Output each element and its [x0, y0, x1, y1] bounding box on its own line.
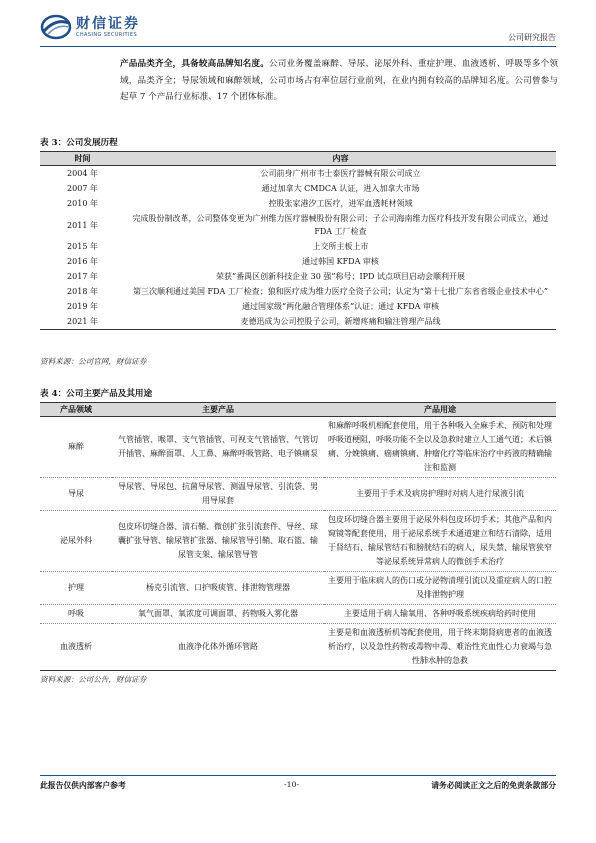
report-type-label: 公司研究报告	[508, 33, 556, 42]
table3-year-cell: 2018 年	[67, 287, 98, 296]
table3-event-cell: 荣获“番禺区创新科技企业 30 强”称号；IPD 试点项目启动会顺利开展	[216, 272, 465, 281]
table3-event-cell: 控股张家港汐工医疗，进军血透耗材领域	[268, 199, 413, 208]
table4-title: 表 4：公司主要产品及其用途	[40, 389, 153, 399]
table3-header-row	[40, 152, 556, 166]
page-number: -10-	[284, 780, 300, 789]
table3-row	[40, 314, 556, 330]
table4-header-use: 产品用途	[324, 403, 556, 417]
table3-year-cell: 2011 年	[67, 220, 98, 230]
footer-disclaimer-right: 请务必阅读正文之后的免责条款部分	[431, 781, 556, 790]
table3-title: 表 3：公司发展历程	[40, 138, 118, 148]
table3-event-cell: 上交所主板上市	[312, 242, 369, 251]
table4-use-cell: 主要是和血液透析机等配套使用，用于终末期肾病患者的血液透析治疗，以及急性药物或毒物中毒、难治性充血性心力衰竭与急性肺水肿的急救	[324, 624, 556, 671]
table3-row	[40, 211, 556, 239]
page-header	[40, 14, 556, 44]
table3-year-cell: 2015 年	[67, 242, 98, 251]
table4-row	[40, 511, 556, 572]
table3-event-cell: 麦德迅成为公司控股子公司，新增疼痛和输注管理产品线	[125, 314, 556, 330]
table4-header-products: 主要产品	[112, 403, 324, 417]
table4-field-cell: 导尿	[40, 478, 112, 511]
table3-event-cell: 完成股份制改革，公司整体变更为广州维力医疗器械股份有限公司；子公司海南维力医疗科技开发有限公司成立，通过 FDA 工厂检查	[132, 214, 549, 236]
table3-year-cell: 2007 年	[67, 184, 98, 193]
footer-divider	[40, 775, 556, 776]
table3-header-year: 时间	[40, 152, 125, 166]
table3-event-cell: 通过韩国 KFDA 审核	[302, 257, 379, 266]
company-logo	[40, 14, 140, 40]
table3-source: 资料来源：公司官网，财信证券	[40, 357, 147, 366]
table4-use-cell: 和麻醉呼吸机相配套使用，用于各种吸入全麻手术、预防和处理呼吸道梗阻，呼吸功能不全以及急救时建立人工通气道；术后镇痛、分娩镇痛、癌痛镇痛、肿瘤化疗等临床治疗中药液的精确输注和监测	[324, 417, 556, 478]
table3-event-cell: 通过国家级“两化融合管理体系”认证；通过 KFDA 审核	[242, 302, 439, 311]
table3-year-cell: 2016 年	[67, 257, 98, 266]
table4-field-cell: 护理	[40, 572, 112, 605]
table3-row	[40, 254, 556, 269]
table4-use-cell: 包皮环切缝合器主要用于泌尿外科包皮环切手术；其他产品和内窥镜等配套使用，用于泌尿系统手术通道建立和结石清除，适用于肾结石、输尿管结石和膀胱结石的病人，尿失禁、输尿管狭窄等泌尿系统异常病人的微创手术治疗	[324, 511, 556, 572]
table4-use-cell: 主要用于临床病人的伤口或分泌物清理引流以及重症病人的口腔及排泄物护理	[324, 572, 556, 605]
logo-en-text: CHASING SECURITIES	[76, 31, 138, 38]
intro-lead: 产品品类齐全，具备较高品牌知名度。	[120, 59, 269, 69]
header-divider	[40, 46, 556, 47]
table4-row	[40, 605, 556, 624]
table3-row	[40, 196, 556, 211]
footer-disclaimer-left: 此报告仅供内部客户参考	[40, 781, 126, 790]
table3-row	[40, 239, 556, 254]
table4-row	[40, 624, 556, 671]
table4-products-cell: 包皮环切缝合器、清石鞘、微创扩张引流套件、导丝、球囊扩张导管、输尿管扩张器、输尿管导引鞘、取石篮、输尿管支架、输尿管导管	[112, 511, 324, 572]
logo-emblem-icon	[40, 14, 72, 40]
table3-event-cell: 第三次顺利通过美国 FDA 工厂检查；狼和医疗成为维力医疗全资子公司；认定为“第十七批广东省省级企业技术中心”	[132, 287, 548, 296]
table4-row	[40, 478, 556, 511]
table4-source: 资料来源：公司公告，财信证券	[40, 675, 147, 684]
development-history-table	[40, 151, 556, 330]
table3-row	[40, 299, 556, 314]
table3-event-cell: 公司前身广州市韦士泰医疗器械有限公司成立	[260, 169, 421, 178]
table4-use-cell: 主要适用于病人输氧用、各种呼吸系统疾病给药时使用	[324, 605, 556, 624]
intro-body: 公司业务覆盖麻醉、导尿、泌尿外科、重症护理、血液透析、呼吸等多个领域，品类齐全；导尿领域和麻醉领域，公司市场占有率位居行业前列，在业内拥有较高的品牌知名度。公司曾参与起草 7 个产品行业标准、17 个团体标准。	[120, 59, 558, 102]
table4-field-cell: 麻醉	[40, 417, 112, 478]
table3-row	[40, 181, 556, 196]
intro-paragraph	[120, 56, 558, 106]
main-products-table	[40, 402, 556, 671]
table3-year-cell: 2019 年	[67, 302, 98, 311]
table3-event-cell: 通过加拿大 CMDCA 认证，进入加拿大市场	[261, 184, 420, 193]
table4-field-cell: 呼吸	[40, 605, 112, 624]
table4-field-cell: 血液透析	[40, 624, 112, 671]
table4-use-cell: 主要用于手术及病房护理时对病人进行尿液引流	[324, 478, 556, 511]
table3-year-cell: 2004 年	[67, 169, 98, 178]
table4-field-cell: 泌尿外科	[40, 511, 112, 572]
table3-row	[40, 166, 556, 182]
table4-products-cell: 氧气面罩、氧浓度可调面罩、药物吸入雾化器	[112, 605, 324, 624]
table4-header-row	[40, 403, 556, 417]
logo-cn-text: 财信证券	[76, 15, 140, 32]
table4-products-cell: 血液净化体外循环管路	[112, 624, 324, 671]
table3-year-cell: 2010 年	[67, 199, 98, 208]
table3-year-cell: 2017 年	[67, 272, 98, 281]
table3-year-cell: 2021 年	[40, 314, 125, 330]
table3-header-content: 内容	[125, 152, 556, 166]
table4-products-cell: 气管插管、喉罩、支气管插管、可视支气管插管、气管切开插管、麻醉面罩、人工鼻、麻醉呼吸管路、电子镇痛泵	[112, 417, 324, 478]
table4-products-cell: 导尿管、导尿包、抗菌导尿管、测温导尿管、引流袋、男用导尿套	[112, 478, 324, 511]
table4-row	[40, 417, 556, 478]
table4-header-field: 产品领域	[40, 403, 112, 417]
table3-row	[40, 269, 556, 284]
table3-row	[40, 284, 556, 299]
table4-row	[40, 572, 556, 605]
table4-products-cell: 杨克引流管、口护吸痰管、排泄物管理器	[112, 572, 324, 605]
